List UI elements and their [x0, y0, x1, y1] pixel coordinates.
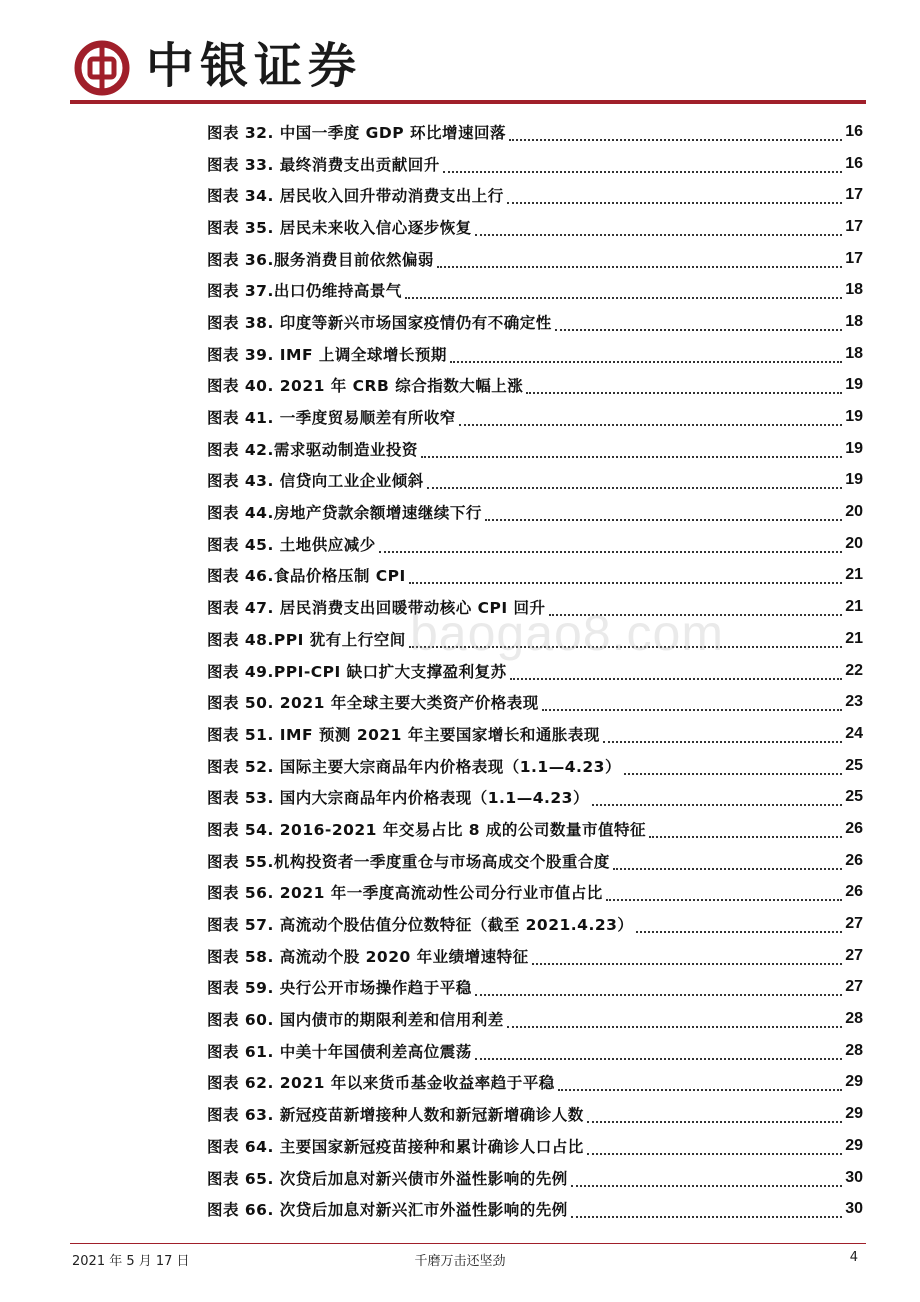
- toc-dot-leader: [510, 668, 843, 680]
- toc-entry-title: 图表 46.食品价格压制 CPI: [207, 567, 406, 586]
- toc-dot-leader: [507, 192, 842, 204]
- toc-entry-title: 图表 43. 信贷向工业企业倾斜: [207, 472, 424, 491]
- toc-dot-leader: [507, 1016, 842, 1028]
- toc-entry-title: 图表 40. 2021 年 CRB 综合指数大幅上涨: [207, 377, 524, 396]
- toc-entry-page: 27: [845, 946, 863, 964]
- toc-dot-leader: [587, 1143, 842, 1155]
- toc-entry-title: 图表 61. 中美十年国债利差高位震荡: [207, 1042, 472, 1061]
- toc-dot-leader: [427, 477, 842, 489]
- toc-entry-page: 19: [845, 376, 863, 394]
- toc-entry-page: 19: [845, 471, 863, 489]
- toc-dot-leader: [443, 161, 842, 173]
- toc-entry-title: 图表 56. 2021 年一季度高流动性公司分行业市值占比: [207, 884, 603, 903]
- toc-dot-leader: [603, 731, 842, 743]
- toc-dot-leader: [485, 509, 842, 521]
- toc-entry-page: 24: [845, 724, 863, 742]
- toc-entry-title: 图表 34. 居民收入回升带动消费支出上行: [207, 187, 504, 206]
- header-rule: [70, 100, 866, 104]
- toc-entry[interactable]: [207, 179, 863, 211]
- toc-entry[interactable]: [207, 370, 863, 402]
- toc-entry-title: 图表 58. 高流动个股 2020 年业绩增速特征: [207, 947, 529, 966]
- toc-entry-page: 30: [845, 1200, 863, 1218]
- toc-dot-leader: [405, 287, 842, 299]
- toc-entry-title: 图表 65. 次贷后加息对新兴债市外溢性影响的先例: [207, 1169, 568, 1188]
- toc-entry-page: 28: [845, 1010, 863, 1028]
- toc-entry-title: 图表 32. 中国一季度 GDP 环比增速回落: [207, 123, 506, 142]
- toc-entry-title: 图表 39. IMF 上调全球增长预期: [207, 345, 447, 364]
- toc-entry-title: 图表 54. 2016-2021 年交易占比 8 成的公司数量市值特征: [207, 820, 646, 839]
- toc-dot-leader: [409, 572, 842, 584]
- toc-entry[interactable]: [207, 1193, 863, 1225]
- toc-entry[interactable]: [207, 116, 863, 148]
- toc-entry-title: 图表 35. 居民未来收入信心逐步恢复: [207, 218, 472, 237]
- toc-entry-title: 图表 59. 央行公开市场操作趋于平稳: [207, 979, 472, 998]
- toc-entry-page: 16: [845, 122, 863, 140]
- toc-entry-page: 17: [845, 186, 863, 204]
- brand-name: 中银证券: [146, 38, 363, 94]
- watermark: baogao8.com: [410, 605, 725, 661]
- footer-rule: [70, 1243, 866, 1244]
- toc-entry-title: 图表 64. 主要国家新冠疫苗接种和累计确诊人口占比: [207, 1137, 584, 1156]
- toc-dot-leader: [555, 319, 842, 331]
- toc-entry-page: 29: [845, 1073, 863, 1091]
- toc-entry-title: 图表 55.机构投资者一季度重仓与市场高成交个股重合度: [207, 852, 610, 871]
- toc-entry[interactable]: [207, 528, 863, 560]
- toc-entry[interactable]: [207, 465, 863, 497]
- toc-dot-leader: [475, 224, 842, 236]
- toc-entry-title: 图表 36.服务消费目前依然偏弱: [207, 250, 434, 269]
- toc-entry[interactable]: [207, 718, 863, 750]
- toc-entry[interactable]: [207, 940, 863, 972]
- toc-entry-page: 19: [845, 439, 863, 457]
- footer-date: 2021 年 5 月 17 日: [72, 1254, 190, 1269]
- toc-entry[interactable]: [207, 1098, 863, 1130]
- toc-dot-leader: [587, 1111, 842, 1123]
- toc-entry[interactable]: [207, 781, 863, 813]
- toc-entry[interactable]: [207, 1130, 863, 1162]
- toc-entry-title: 图表 44.房地产贷款余额增速继续下行: [207, 504, 482, 523]
- toc-dot-leader: [636, 921, 842, 933]
- toc-entry[interactable]: [207, 877, 863, 909]
- toc-entry[interactable]: [207, 845, 863, 877]
- toc-entry-page: 16: [845, 154, 863, 172]
- footer-page-number: 4: [849, 1250, 858, 1265]
- toc-entry-title: 图表 66. 次贷后加息对新兴汇市外溢性影响的先例: [207, 1201, 568, 1220]
- toc-entry[interactable]: [207, 211, 863, 243]
- toc-entry-page: 27: [845, 915, 863, 933]
- toc-entry-page: 21: [845, 566, 863, 584]
- toc-entry-page: 29: [845, 1136, 863, 1154]
- toc-dot-leader: [379, 541, 842, 553]
- toc-entry-title: 图表 42.需求驱动制造业投资: [207, 440, 418, 459]
- toc-entry[interactable]: [207, 1067, 863, 1099]
- toc-entry-page: 26: [845, 883, 863, 901]
- toc-dot-leader: [571, 1206, 842, 1218]
- toc-entry-title: 图表 33. 最终消费支出贡献回升: [207, 155, 440, 174]
- toc-dot-leader: [649, 826, 842, 838]
- toc-entry[interactable]: [207, 148, 863, 180]
- toc-entry-page: 25: [845, 756, 863, 774]
- toc-entry-page: 27: [845, 978, 863, 996]
- toc-entry[interactable]: [207, 813, 863, 845]
- toc-entry[interactable]: [207, 433, 863, 465]
- page-header: [0, 0, 920, 110]
- toc-entry-title: 图表 62. 2021 年以来货币基金收益率趋于平稳: [207, 1074, 555, 1093]
- toc-entry[interactable]: [207, 243, 863, 275]
- toc-entry-title: 图表 47. 居民消费支出回暖带动核心 CPI 回升: [207, 599, 546, 618]
- bank-of-china-logo-icon: [74, 40, 130, 96]
- toc-entry-page: 30: [845, 1168, 863, 1186]
- toc-entry[interactable]: [207, 972, 863, 1004]
- toc-entry-title: 图表 53. 国内大宗商品年内价格表现（1.1—4.23）: [207, 789, 589, 808]
- toc-entry-page: 17: [845, 217, 863, 235]
- toc-entry-page: 21: [845, 629, 863, 647]
- toc-entry[interactable]: [207, 1035, 863, 1067]
- toc-entry-title: 图表 41. 一季度贸易顺差有所收窄: [207, 409, 456, 428]
- toc-entry-title: 图表 38. 印度等新兴市场国家疫情仍有不确定性: [207, 313, 552, 332]
- toc-dot-leader: [606, 889, 842, 901]
- toc-dot-leader: [526, 382, 842, 394]
- toc-entry-title: 图表 45. 土地供应减少: [207, 535, 376, 554]
- toc-entry-page: 26: [845, 851, 863, 869]
- toc-dot-leader: [475, 1048, 842, 1060]
- toc-entry-page: 25: [845, 788, 863, 806]
- toc-dot-leader: [475, 984, 842, 996]
- toc-entry-page: 18: [845, 281, 863, 299]
- toc-dot-leader: [624, 763, 842, 775]
- toc-entry-title: 图表 48.PPI 犹有上行空间: [207, 630, 406, 649]
- toc-dot-leader: [592, 794, 842, 806]
- toc-dot-leader: [571, 1175, 842, 1187]
- toc-dot-leader: [421, 446, 842, 458]
- toc-entry[interactable]: [207, 306, 863, 338]
- toc-dot-leader: [459, 414, 842, 426]
- toc-entry-page: 21: [845, 598, 863, 616]
- toc-dot-leader: [613, 858, 842, 870]
- toc-entry-title: 图表 49.PPI-CPI 缺口扩大支撑盈利复苏: [207, 662, 507, 681]
- toc-entry-page: 17: [845, 249, 863, 267]
- toc-entry-page: 20: [845, 503, 863, 521]
- toc-entry-title: 图表 63. 新冠疫苗新增接种人数和新冠新增确诊人数: [207, 1106, 584, 1125]
- toc-entry[interactable]: [207, 686, 863, 718]
- toc-entry[interactable]: [207, 274, 863, 306]
- toc-entry-page: 20: [845, 534, 863, 552]
- toc-entry-page: 26: [845, 819, 863, 837]
- toc-entry[interactable]: [207, 1003, 863, 1035]
- toc-entry-title: 图表 57. 高流动个股估值分位数特征（截至 2021.4.23）: [207, 916, 634, 935]
- toc-dot-leader: [437, 256, 842, 268]
- toc-entry[interactable]: [207, 560, 863, 592]
- toc-dot-leader: [509, 129, 842, 141]
- toc-dot-leader: [558, 1079, 842, 1091]
- figure-table-of-contents: [207, 116, 863, 1225]
- toc-entry-page: 18: [845, 312, 863, 330]
- toc-entry-title: 图表 52. 国际主要大宗商品年内价格表现（1.1—4.23）: [207, 757, 621, 776]
- toc-entry[interactable]: [207, 338, 863, 370]
- toc-dot-leader: [532, 953, 843, 965]
- toc-entry[interactable]: [207, 908, 863, 940]
- toc-entry-page: 19: [845, 408, 863, 426]
- toc-entry-title: 图表 37.出口仍维持高景气: [207, 282, 402, 301]
- footer-title: 千磨万击还坚劲: [414, 1254, 506, 1269]
- toc-entry-title: 图表 60. 国内债市的期限利差和信用利差: [207, 1011, 504, 1030]
- toc-entry-page: 22: [845, 661, 863, 679]
- toc-entry-page: 23: [845, 693, 863, 711]
- toc-entry-page: 18: [845, 344, 863, 362]
- toc-entry-page: 29: [845, 1105, 863, 1123]
- toc-entry-page: 28: [845, 1041, 863, 1059]
- toc-entry-title: 图表 50. 2021 年全球主要大类资产价格表现: [207, 694, 539, 713]
- toc-entry[interactable]: [207, 401, 863, 433]
- toc-dot-leader: [542, 699, 842, 711]
- toc-entry[interactable]: [207, 750, 863, 782]
- toc-entry[interactable]: [207, 1162, 863, 1194]
- toc-entry-title: 图表 51. IMF 预测 2021 年主要国家增长和通胀表现: [207, 725, 600, 744]
- toc-dot-leader: [450, 351, 842, 363]
- toc-entry[interactable]: [207, 496, 863, 528]
